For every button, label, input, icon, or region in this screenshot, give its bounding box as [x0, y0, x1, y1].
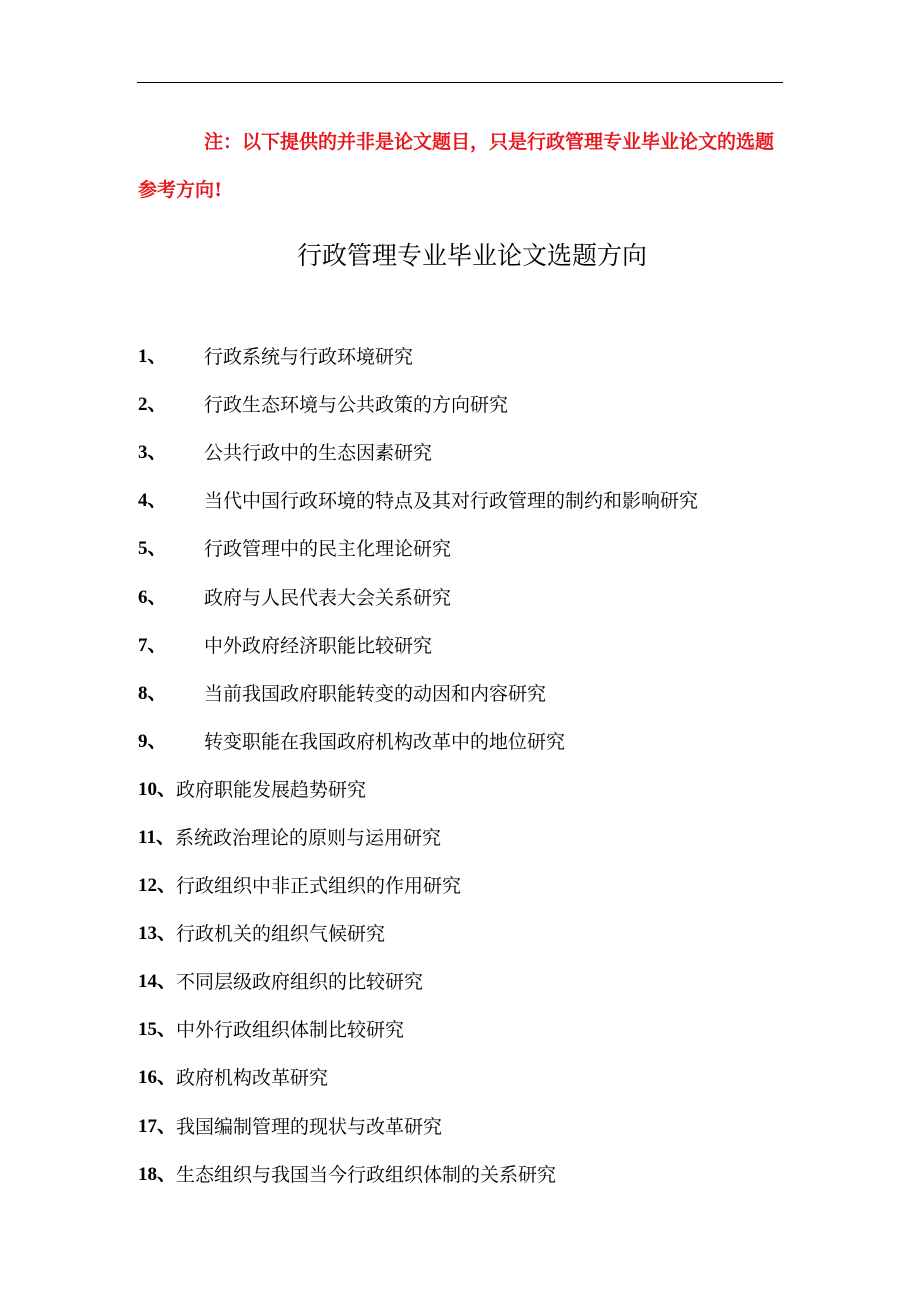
topic-number: 4、: [138, 490, 167, 512]
topic-text: 行政机关的组织气候研究: [176, 923, 386, 946]
header-rule: [137, 82, 783, 83]
list-item: [138, 1006, 838, 1054]
list-item: [138, 718, 838, 766]
topic-text: 不同层级政府组织的比较研究: [176, 971, 424, 994]
topic-number: 16、: [138, 1067, 177, 1089]
list-item: [138, 525, 838, 573]
list-item: [138, 862, 838, 910]
list-item: [138, 958, 838, 1006]
list-item: [138, 1151, 838, 1199]
topic-text: 行政生态环境与公共政策的方向研究: [204, 394, 509, 417]
topic-text: 我国编制管理的现状与改革研究: [176, 1115, 443, 1138]
topic-number: 10、: [138, 778, 177, 800]
list-item: [138, 1103, 838, 1151]
topic-text: 中外政府经济职能比较研究: [204, 634, 433, 657]
topic-text: 行政组织中非正式组织的作用研究: [176, 875, 462, 898]
list-item: [138, 622, 838, 670]
topic-text: 生态组织与我国当今行政组织体制的关系研究: [176, 1163, 557, 1186]
list-item: [138, 381, 838, 429]
topic-number: 14、: [138, 971, 177, 993]
topic-text: 中外行政组织体制比较研究: [176, 1019, 405, 1042]
page-title: 行政管理专业毕业论文选题方向: [296, 241, 647, 270]
topic-number: 8、: [138, 682, 167, 704]
topic-number: 15、: [138, 1019, 177, 1041]
list-item: [138, 910, 838, 958]
topic-text: 公共行政中的生态因素研究: [204, 442, 433, 465]
topic-text: 政府与人民代表大会关系研究: [204, 586, 452, 609]
topic-number: 17、: [138, 1115, 177, 1137]
list-item: [138, 814, 838, 862]
topic-number: 5、: [138, 538, 167, 560]
topic-text: 当前我国政府职能转变的动因和内容研究: [204, 682, 547, 705]
topic-number: 6、: [138, 586, 167, 608]
list-item: [138, 333, 838, 381]
topic-number: 12、: [138, 875, 177, 897]
topic-text: 当代中国行政环境的特点及其对行政管理的制约和影响研究: [204, 490, 699, 513]
topic-text: 行政管理中的民主化理论研究: [204, 538, 452, 561]
note-text: 注：以下提供的并非是论文题目，只是行政管理专业毕业论文的选题参考方向!: [138, 131, 775, 201]
list-item: [138, 429, 838, 477]
topic-text: 政府职能发展趋势研究: [176, 778, 367, 801]
topic-number: 7、: [138, 634, 167, 656]
topic-text: 转变职能在我国政府机构改革中的地位研究: [204, 730, 566, 753]
topic-number: 2、: [138, 394, 167, 416]
list-item: [138, 766, 838, 814]
topic-text: 行政系统与行政环境研究: [204, 346, 414, 369]
list-item: [138, 573, 838, 621]
topic-number: 9、: [138, 730, 167, 752]
topic-number: 3、: [138, 442, 167, 464]
topic-number: 1、: [138, 346, 167, 368]
topic-number: 11、: [138, 826, 175, 848]
topic-number: 18、: [138, 1163, 177, 1185]
list-item: [138, 477, 838, 525]
list-item: [138, 670, 838, 718]
topic-number: 13、: [138, 923, 177, 945]
topic-text: 政府机构改革研究: [176, 1067, 329, 1090]
topic-text: 系统政治理论的原则与运用研究: [174, 826, 441, 849]
list-item: [138, 1054, 838, 1102]
topic-list: [138, 333, 838, 1199]
